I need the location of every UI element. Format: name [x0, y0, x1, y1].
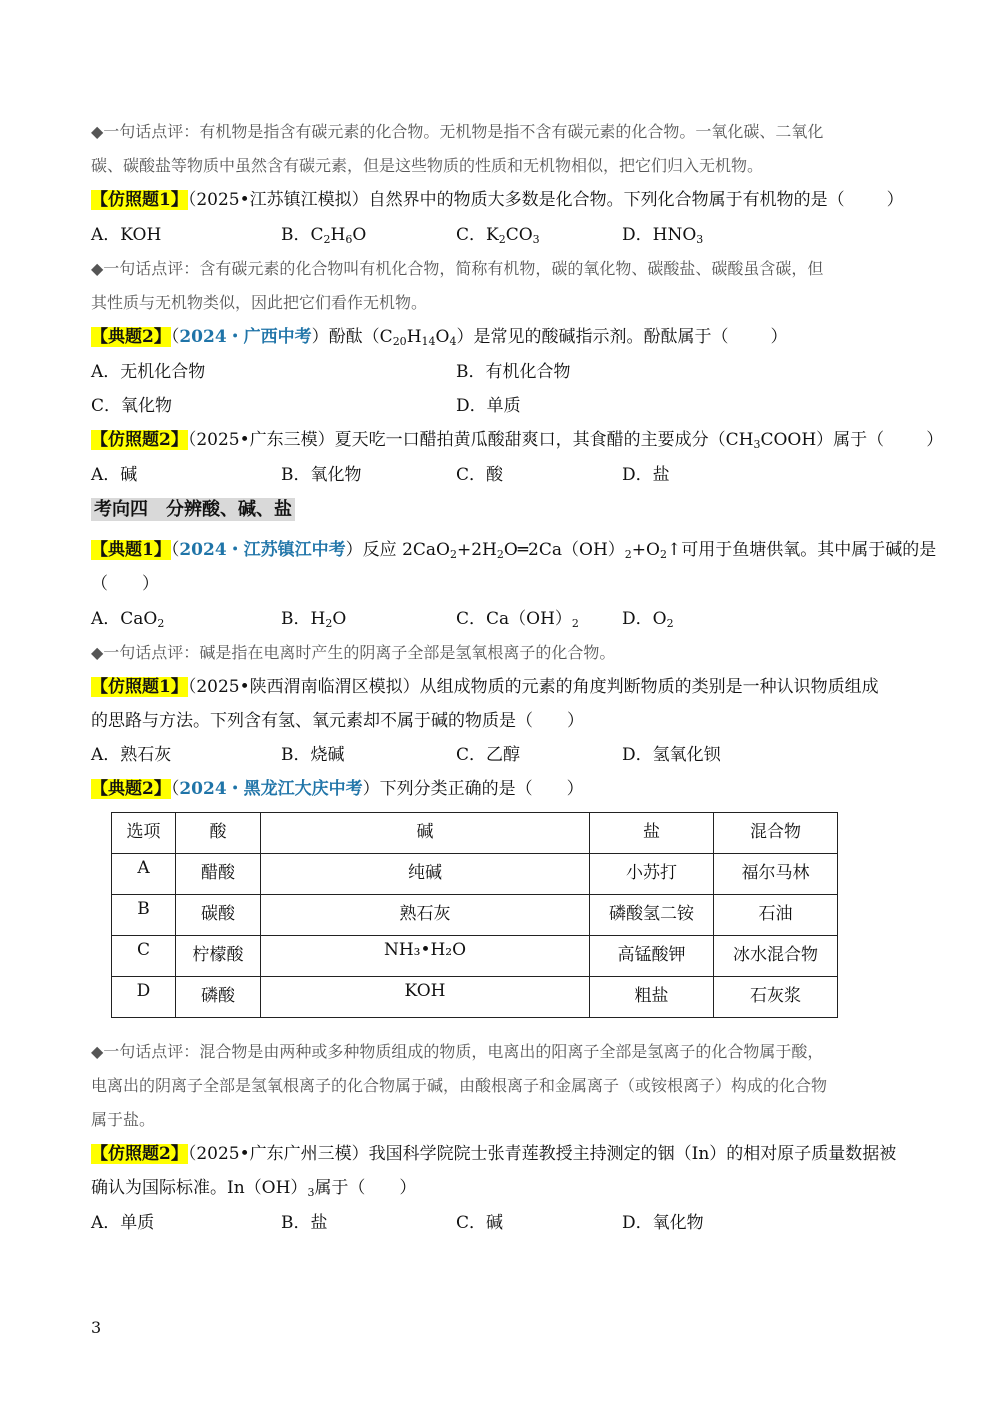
question-source: 2024・黑龙江大庆中考 [179, 779, 363, 799]
page-number: 3 [91, 1318, 102, 1337]
comment-line: 碳、碳酸盐等物质中虽然含有碳元素，但是这些物质的性质和无机物相似，把它们归入无机物。 [91, 156, 764, 175]
table-cell: 粗盐 [590, 977, 714, 1018]
table-cell: 石油 [714, 895, 838, 936]
table-header-row [112, 813, 838, 854]
question-stem: 【仿照题2】（2025•广东三模）夏天吃一口醋拍黄瓜酸甜爽口，其食醋的主要成分$(CH_3COOH)$属于（ ） [91, 430, 944, 451]
option-a: A．KOH [91, 225, 162, 245]
table-header-cell: 盐 [590, 813, 714, 854]
table-cell: D [112, 977, 176, 1018]
option-a: A．碱 [91, 465, 138, 485]
table-cell: 磷酸氢二铵 [590, 895, 714, 936]
table-cell: A [112, 854, 176, 895]
option-b: B．$H_2O$ [281, 609, 347, 630]
question-source: 2024・江苏镇江中考 [179, 540, 346, 560]
question-stem: 【仿照题2】（2025•广东广州三模）我国科学院院士张青莲教授主持测定的铟（In）的相对原子质量数据被 [91, 1144, 897, 1164]
question-tag: 【仿照题2】 [91, 430, 188, 450]
option-d: D．盐 [622, 465, 670, 485]
table-cell: 纯碱 [261, 854, 590, 895]
table-row [112, 936, 838, 977]
table-cell: NH₃•H₂O [261, 936, 590, 977]
option-b: B．烧碱 [281, 745, 345, 765]
table-cell: 熟石灰 [261, 895, 590, 936]
question-stem-line2: 确认为国际标准。$In(OH)_3$属于（ ） [91, 1178, 417, 1199]
question-stem: 【仿照题1】（2025•陕西渭南临渭区模拟）从组成物质的元素的角度判断物质的类别是一种认识物质组成 [91, 677, 879, 697]
table-row [112, 977, 838, 1018]
option-a: A．CaO$_2$ [91, 609, 165, 630]
table-cell: C [112, 936, 176, 977]
option-c: C．碱 [456, 1213, 504, 1233]
table-cell: 石灰浆 [714, 977, 838, 1018]
question-tag: 【仿照题2】 [91, 1144, 188, 1164]
comment-line: 其性质与无机物类似，因此把它们看作无机物。 [91, 293, 428, 312]
option-d: D．$O_2$ [622, 609, 674, 630]
comment-line: ◆一句话点评：有机物是指含有碳元素的化合物。无机物是指不含有碳元素的化合物。一氧化碳、二氧化 [91, 122, 824, 141]
option-b: B．氧化物 [281, 465, 362, 485]
table-cell: 碳酸 [176, 895, 261, 936]
table-header-cell: 选项 [112, 813, 176, 854]
option-a: A．熟石灰 [91, 745, 172, 765]
question-stem: 【典题2】（2024・黑龙江大庆中考）下列分类正确的是（ ） [91, 779, 584, 799]
comment-line: ◆一句话点评：含有碳元素的化合物叫有机化合物，简称有机物，碳的氧化物、碳酸盐、碳酸虽含碳，但 [91, 259, 824, 278]
option-c: C．氧化物 [91, 396, 173, 416]
comment-line: ◆一句话点评：碱是指在电离时产生的阴离子全部是氢氧根离子的化合物。 [91, 643, 616, 662]
question-source: 2024・广西中考 [179, 327, 312, 347]
question-stem-line2: 的思路与方法。下列含有氢、氧元素却不属于碱的物质是（ ） [91, 711, 584, 731]
section-heading: 考向四 分辨酸、碱、盐 [91, 498, 295, 522]
question-tag: 【仿照题1】 [91, 677, 188, 697]
table-cell: 小苏打 [590, 854, 714, 895]
table-cell: 福尔马林 [714, 854, 838, 895]
option-b: B．$C_2H_6O$ [281, 225, 367, 246]
option-c: C．酸 [456, 465, 504, 485]
comment-line: 电离出的阴离子全部是氢氧根离子的化合物属于碱，由酸根离子和金属离子（或铵根离子）构成的化合物 [91, 1076, 828, 1095]
option-d: D．$HNO_3$ [622, 225, 704, 246]
comment-line: 属于盐。 [91, 1110, 156, 1129]
option-c: C．乙醇 [456, 745, 521, 765]
question-tag: 【典题1】 [91, 540, 171, 560]
option-d: D．氧化物 [622, 1213, 704, 1233]
question-tag: 【典题2】 [91, 779, 171, 799]
option-c: C．$Ca(OH)_2$ [456, 609, 579, 630]
table-header-cell: 酸 [176, 813, 261, 854]
option-a: A．无机化合物 [91, 362, 206, 382]
option-b: B．有机化合物 [456, 362, 571, 382]
table-row [112, 895, 838, 936]
table-cell: 醋酸 [176, 854, 261, 895]
question-tag: 【仿照题1】 [91, 190, 188, 210]
question-stem: 【典题1】（2024・江苏镇江中考）反应 $2CaO_2+2H_2O═2Ca(OH)_2+O_2↑$可用于鱼塘供氧。其中属于碱的是 [91, 540, 937, 561]
classification-table [111, 812, 838, 1018]
question-stem: 【典题2】（2024・广西中考）酚酞$(C_{20}H_{14}O_4)$是常见的酸碱指示剂。酚酞属于（ ） [91, 327, 788, 348]
table-header-cell: 混合物 [714, 813, 838, 854]
table-cell: KOH [261, 977, 590, 1018]
table-cell: 冰水混合物 [714, 936, 838, 977]
option-d: D．单质 [456, 396, 521, 416]
option-c: C．$K_2CO_3$ [456, 225, 540, 246]
option-b: B．盐 [281, 1213, 328, 1233]
comment-line: ◆一句话点评：混合物是由两种或多种物质组成的物质，电离出的阳离子全部是氢离子的化合物属于酸， [91, 1042, 824, 1061]
option-a: A．单质 [91, 1213, 155, 1233]
question-tag: 【典题2】 [91, 327, 171, 347]
question-stem: 【仿照题1】（2025•江苏镇江模拟）自然界中的物质大多数是化合物。下列化合物属于有机物的是（ ） [91, 190, 904, 210]
table-cell: 高锰酸钾 [590, 936, 714, 977]
table-row [112, 854, 838, 895]
question-stem-line2: （ ） [91, 574, 159, 594]
table-cell: B [112, 895, 176, 936]
table-header-cell: 碱 [261, 813, 590, 854]
table-cell: 磷酸 [176, 977, 261, 1018]
table-cell: 柠檬酸 [176, 936, 261, 977]
option-d: D．氢氧化钡 [622, 745, 721, 765]
